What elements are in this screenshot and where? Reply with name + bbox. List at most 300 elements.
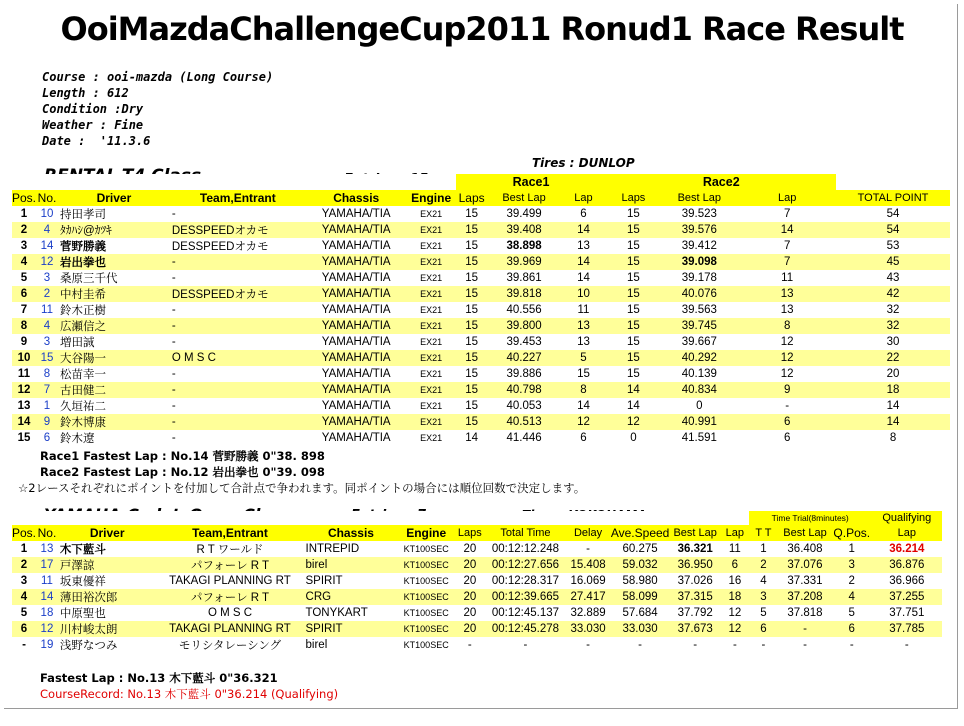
class2-cell-chassis: CRG: [304, 589, 399, 605]
class1-cell-pos: 3: [20, 240, 28, 252]
class1-cell-no: 11: [41, 304, 53, 316]
class2-cell-q-lap: 37.785: [872, 621, 942, 637]
class1-cell-total-point: 20: [886, 368, 900, 380]
class2-cell-pos: 4: [12, 589, 36, 605]
class1-cell-driver: 鈴木遼: [60, 433, 95, 445]
class1-cell-laps1: 15: [465, 368, 478, 380]
race2-fastest-lap: Race2 Fastest Lap : No.12 岩出拳也 0"39. 098: [40, 465, 325, 479]
class2-cell-no: 11: [40, 575, 53, 587]
class1-cell-laps1: 15: [456, 222, 488, 238]
class1-cell-total-point: 54: [886, 208, 900, 220]
class2-cell-no: 14: [36, 589, 58, 605]
class1-cell-lap1: 5: [561, 350, 607, 366]
col2-team: Team,Entrant: [156, 525, 303, 541]
class1-cell-pos: 14: [12, 414, 36, 430]
class1-cell-engine: EX21: [420, 401, 443, 411]
class2-cell-pos: 3: [20, 575, 28, 587]
class2-table-row: [12, 541, 942, 557]
class1-cell-no: 15: [36, 350, 58, 366]
class1-cell-lap1: 8: [561, 382, 607, 398]
class1-cell-total-point: 43: [886, 272, 900, 284]
class2-cell-qpos: 3: [832, 557, 872, 573]
col2-total-time: Total Time: [486, 525, 566, 541]
qualifying-header: Qualifying: [872, 511, 942, 525]
class1-cell-laps2: 14: [606, 382, 660, 398]
class2-cell-engine: KT100SEC: [403, 576, 449, 586]
col2-pos: Pos.: [12, 526, 37, 540]
class2-cell-total-time: 00:12:27.656: [486, 557, 566, 573]
class1-cell-no: 4: [36, 222, 58, 238]
class2-cell-no: 13: [40, 543, 54, 555]
col2-lap: Lap: [721, 525, 749, 541]
class2-cell-team: パフォーレ R T: [156, 589, 303, 605]
class2-cell-chassis: TONYKART: [305, 607, 368, 619]
col-pos: Pos.: [12, 191, 37, 205]
class1-table-row: [12, 366, 950, 382]
class1-cell-no: 12: [36, 254, 58, 270]
class1-cell-lap2: 6: [738, 414, 836, 430]
class2-cell-ave-speed: 58.099: [611, 589, 670, 605]
class1-column-header-row: [12, 190, 950, 206]
class2-group-header-row: [12, 511, 942, 525]
class1-cell-bestlap2: 40.834: [660, 382, 738, 398]
class1-cell-bestlap1: 40.053: [506, 400, 542, 412]
col-laps1: Laps: [456, 190, 488, 206]
class1-cell-laps1: 15: [465, 272, 478, 284]
col-lap2: Lap: [738, 190, 836, 206]
class1-cell-bestlap2: 39.178: [681, 272, 717, 284]
col2-tt-best-lap: Best Lap: [778, 525, 832, 541]
class2-cell-qpos: 1: [848, 543, 855, 555]
class1-cell-bestlap2: 39.412: [681, 240, 717, 252]
class1-cell-team: DESSPEEDオカモ: [170, 222, 306, 238]
class2-cell-ave-speed: 58.980: [622, 575, 658, 587]
class2-cell-tt-best-lap: -: [803, 639, 807, 651]
class1-cell-chassis: YAMAHA/TIA: [306, 318, 407, 334]
col-driver: Driver: [58, 190, 170, 206]
class2-cell-total-time: -: [523, 639, 528, 651]
class1-cell-no: 4: [36, 318, 58, 334]
class1-cell-lap1: 14: [577, 272, 590, 284]
class1-cell-lap2: 12: [780, 368, 794, 380]
col2-chassis: Chassis: [304, 525, 399, 541]
class1-cell-bestlap1: 39.499: [506, 208, 542, 220]
class1-cell-lap2: 13: [738, 286, 836, 302]
class2-cell-best-lap: 36.321: [677, 543, 713, 555]
class1-cell-pos: 8: [12, 318, 36, 334]
class1-cell-laps2: 15: [606, 254, 660, 270]
class2-cell-best-lap: 37.673: [669, 621, 721, 637]
class1-cell-engine: EX21: [420, 337, 443, 347]
class2-cell-laps: 20: [463, 543, 477, 555]
col-total-point: TOTAL POINT: [836, 190, 950, 206]
class1-cell-bestlap2: 40.991: [660, 414, 738, 430]
class1-table-row: [12, 286, 950, 302]
class2-cell-engine: KT100SEC: [403, 608, 449, 618]
class1-cell-laps1: 15: [465, 400, 478, 412]
class1-cell-lap2: 11: [781, 272, 794, 284]
class1-cell-lap2: 13: [780, 304, 794, 316]
class2-cell-engine: KT100SEC: [398, 621, 454, 637]
class1-cell-laps2: 0: [630, 432, 637, 444]
class2-cell-chassis: SPIRIT: [304, 621, 399, 637]
class1-cell-total-point: 14: [886, 400, 900, 412]
class1-cell-driver: 久垣祐二: [60, 401, 106, 413]
class2-cell-tt-best-lap: 37.076: [778, 557, 832, 573]
class2-cell-laps: 20: [463, 607, 477, 619]
class2-cell-no: 19: [40, 639, 54, 651]
class2-cell-driver: 中原聖也: [59, 608, 106, 620]
class2-cell-delay: 33.030: [565, 621, 611, 637]
class1-cell-engine: EX21: [407, 286, 456, 302]
class1-cell-team: -: [171, 272, 176, 284]
class1-cell-total-point: 53: [886, 240, 900, 252]
class2-cell-delay: -: [586, 543, 590, 555]
class1-cell-pos: 4: [12, 254, 36, 270]
class1-cell-team: -: [171, 432, 176, 444]
class2-cell-driver: 川村峻太朗: [58, 621, 157, 637]
class2-cell-no: 12: [36, 621, 58, 637]
col-bestlap1: Best Lap: [488, 190, 561, 206]
class1-cell-laps1: 15: [456, 382, 488, 398]
class2-cell-total-time: 00:12:45.278: [486, 621, 566, 637]
class1-cell-chassis: YAMAHA/TIA: [306, 254, 407, 270]
class1-tires: Tires : DUNLOP: [532, 156, 635, 170]
class1-cell-driver: 桑原三千代: [60, 273, 118, 285]
class1-table-row: [12, 430, 950, 446]
class1-cell-team: -: [170, 318, 306, 334]
class1-cell-laps1: 15: [456, 318, 488, 334]
class2-cell-q-lap: -: [904, 639, 909, 651]
class1-cell-team: -: [171, 336, 176, 348]
class2-cell-tt: 6: [749, 621, 779, 637]
class1-cell-bestlap2: 39.563: [681, 304, 717, 316]
class2-cell-delay: 15.408: [565, 557, 611, 573]
class2-cell-driver: 坂東優祥: [59, 576, 106, 588]
class2-cell-q-lap: 36.876: [872, 557, 942, 573]
class1-cell-no: 8: [43, 368, 51, 380]
class1-cell-lap2: 12: [738, 350, 836, 366]
class1-cell-pos: 13: [17, 400, 31, 412]
class1-cell-lap2: 7: [738, 254, 836, 270]
class1-cell-bestlap2: 39.098: [660, 254, 738, 270]
class1-cell-chassis: YAMAHA/TIA: [321, 336, 391, 348]
info-course: Course : ooi-mazda (Long Course): [42, 70, 274, 84]
class1-cell-driver: ﾀｶﾊｼ@ｶﾂｷ: [58, 222, 170, 238]
class2-cell-driver: 木下藍斗: [59, 544, 106, 556]
class2-cell-lap: 12: [721, 621, 749, 637]
class1-cell-team: -: [170, 414, 306, 430]
class1-cell-bestlap1: 39.818: [488, 286, 561, 302]
class2-cell-no: 18: [40, 607, 54, 619]
class2-cell-no: 17: [36, 557, 58, 573]
class1-cell-bestlap1: 41.446: [506, 432, 542, 444]
col2-tt: T T: [749, 525, 779, 541]
class2-cell-ave-speed: 57.684: [622, 607, 658, 619]
class1-cell-laps2: 15: [626, 336, 640, 348]
class2-cell-chassis: birel: [305, 639, 328, 651]
class2-cell-engine: KT100SEC: [403, 544, 449, 554]
class1-results-table: [12, 174, 950, 446]
class2-cell-team: モリシタレーシング: [178, 640, 282, 652]
class1-cell-chassis: YAMAHA/TIA: [321, 368, 391, 380]
class1-table-row: [12, 238, 950, 254]
class2-cell-q-lap: 37.751: [889, 607, 925, 619]
class1-cell-laps2: 14: [626, 400, 640, 412]
class2-cell-driver: 薄田裕次郎: [58, 589, 157, 605]
class2-cell-laps: 20: [463, 575, 477, 587]
class1-cell-bestlap1: 39.861: [506, 272, 542, 284]
class2-cell-team: TAKAGI PLANNING RT: [169, 575, 291, 587]
class1-cell-lap2: -: [785, 400, 790, 412]
class1-cell-engine: EX21: [420, 241, 443, 251]
class1-cell-driver: 鈴木正樹: [60, 305, 106, 317]
class1-cell-engine: EX21: [420, 305, 443, 315]
race1-header: Race1: [456, 174, 607, 190]
points-note: ☆2レースそれぞれにポイントを付加して合計点で争われます。同ポイントの場合には順位回数で決定します。: [18, 481, 586, 495]
col2-ave-speed: Ave.Speed: [610, 526, 670, 540]
class1-cell-lap2: 12: [780, 336, 794, 348]
class1-cell-bestlap2: 40.076: [660, 286, 738, 302]
class1-cell-pos: 1: [20, 208, 28, 220]
class1-cell-team: -: [171, 368, 176, 380]
class1-cell-team: -: [171, 208, 176, 220]
class1-cell-engine: EX21: [420, 369, 443, 379]
class1-cell-chassis: YAMAHA/TIA: [306, 222, 407, 238]
class1-cell-bestlap1: 40.798: [488, 382, 561, 398]
class2-cell-pos: -: [22, 639, 26, 651]
class1-cell-laps1: 15: [456, 350, 488, 366]
class2-cell-lap: -: [732, 639, 737, 651]
info-length: Length : 612: [42, 86, 129, 100]
class2-cell-team: O M S C: [207, 607, 253, 619]
class1-cell-engine: EX21: [407, 254, 456, 270]
class1-cell-team: O M S C: [170, 350, 306, 366]
class2-cell-q-lap: 36.214: [889, 543, 925, 555]
class2-cell-engine: KT100SEC: [398, 589, 454, 605]
class1-cell-bestlap2: 39.576: [660, 222, 738, 238]
class1-cell-lap1: 6: [580, 432, 587, 444]
class1-cell-laps2: 15: [606, 286, 660, 302]
class2-cell-tt-best-lap: 37.208: [778, 589, 832, 605]
class2-cell-ave-speed: 33.030: [611, 621, 670, 637]
class1-cell-team: -: [170, 254, 306, 270]
class1-cell-no: 1: [43, 400, 51, 412]
race-info: [42, 69, 273, 149]
col2-laps: Laps: [454, 525, 486, 541]
class1-cell-total-point: 54: [836, 222, 950, 238]
class1-cell-no: 9: [36, 414, 58, 430]
class2-fastest-lap: Fastest Lap : No.13 木下藍斗 0"36.321: [40, 671, 278, 685]
class1-cell-lap1: 10: [561, 286, 607, 302]
class1-cell-driver: 古田健二: [58, 382, 170, 398]
class1-cell-lap1: 15: [577, 368, 590, 380]
class1-cell-driver: 岩出拳也: [58, 254, 170, 270]
class2-cell-lap: 6: [721, 557, 749, 573]
class1-cell-lap1: 14: [561, 254, 607, 270]
class1-cell-laps1: 15: [465, 304, 478, 316]
col2-driver: Driver: [58, 525, 157, 541]
class1-cell-chassis: YAMAHA/TIA: [306, 414, 407, 430]
class1-table-row: [12, 206, 950, 222]
class1-cell-laps1: 14: [465, 432, 478, 444]
class1-cell-bestlap2: 39.523: [681, 208, 717, 220]
class2-cell-pos: 2: [12, 557, 36, 573]
class2-cell-qpos: 6: [832, 621, 872, 637]
class2-cell-delay: -: [586, 639, 590, 651]
class1-cell-no: 6: [43, 432, 51, 444]
col-lap1: Lap: [561, 190, 607, 206]
class1-cell-engine: EX21: [420, 209, 443, 219]
class2-cell-ave-speed: 60.275: [622, 543, 658, 555]
class1-cell-laps2: 12: [606, 414, 660, 430]
class1-cell-chassis: YAMAHA/TIA: [321, 272, 391, 284]
class1-cell-laps1: 15: [456, 286, 488, 302]
class2-cell-laps: 20: [454, 557, 486, 573]
class2-cell-best-lap: 37.026: [677, 575, 713, 587]
class1-cell-driver: 菅野勝義: [60, 241, 106, 253]
class1-cell-total-point: 22: [836, 350, 950, 366]
class2-cell-laps: 20: [454, 589, 486, 605]
class2-cell-tt: -: [761, 639, 766, 651]
class1-cell-lap1: 13: [561, 318, 607, 334]
class2-cell-tt: 2: [749, 557, 779, 573]
col-engine: Engine: [407, 190, 456, 206]
info-condition: Condition :Dry: [42, 102, 144, 116]
class1-cell-bestlap2: 39.667: [681, 336, 717, 348]
class1-cell-pos: 15: [17, 432, 31, 444]
class2-table-row: [12, 573, 942, 589]
class2-cell-lap: 12: [728, 607, 742, 619]
class1-cell-team: -: [171, 304, 176, 316]
info-date: Date : '11.3.6: [42, 134, 151, 148]
class1-cell-bestlap2: 40.292: [660, 350, 738, 366]
class1-table-row: [12, 334, 950, 350]
class1-cell-laps2: 15: [626, 304, 640, 316]
class1-cell-driver: 中村圭希: [58, 286, 170, 302]
class1-cell-bestlap1: 39.969: [488, 254, 561, 270]
class1-cell-no: 3: [43, 336, 51, 348]
class2-table-row: [12, 637, 942, 653]
class2-cell-driver: 浅野なつみ: [59, 640, 118, 652]
class2-table-row: [12, 557, 942, 573]
class1-cell-no: 3: [43, 272, 51, 284]
class2-column-header-row: [12, 525, 942, 541]
class1-cell-bestlap1: 40.227: [488, 350, 561, 366]
class1-cell-bestlap1: 39.408: [488, 222, 561, 238]
class1-cell-team: DESSPEEDオカモ: [171, 241, 269, 253]
class1-cell-team: -: [171, 400, 176, 412]
class1-cell-driver: 増田誠: [60, 337, 95, 349]
class2-cell-total-time: 00:12:39.665: [486, 589, 566, 605]
class2-cell-chassis: birel: [304, 557, 399, 573]
class1-table-row: [12, 222, 950, 238]
class1-race-header-row: [12, 174, 950, 190]
class1-table-row: [12, 398, 950, 414]
class2-cell-team: R T ワールド: [196, 544, 264, 556]
class1-cell-bestlap1: 39.453: [506, 336, 542, 348]
class1-cell-lap1: 11: [577, 304, 590, 316]
class1-cell-engine: EX21: [407, 222, 456, 238]
info-weather: Weather : Fine: [42, 118, 144, 132]
class2-cell-qpos: -: [849, 639, 854, 651]
col2-q-lap: Lap: [872, 525, 942, 541]
class2-cell-total-time: 00:12:12.248: [491, 543, 560, 555]
class2-cell-tt: 3: [749, 589, 779, 605]
class1-cell-total-point: 32: [886, 304, 900, 316]
col-no: No.: [37, 191, 57, 205]
class2-cell-delay: 27.417: [565, 589, 611, 605]
class1-cell-chassis: YAMAHA/TIA: [306, 286, 407, 302]
class2-cell-q-lap: 37.255: [872, 589, 942, 605]
class1-cell-bestlap2: 39.745: [660, 318, 738, 334]
class1-cell-lap1: 6: [580, 208, 587, 220]
class1-cell-no: 14: [40, 240, 54, 252]
class2-cell-driver: 戸澤諒: [58, 557, 157, 573]
class1-cell-pos: 11: [17, 368, 31, 380]
class2-cell-laps: 20: [454, 621, 486, 637]
class2-table-row: [12, 605, 942, 621]
class1-cell-bestlap1: 39.800: [488, 318, 561, 334]
col-laps2: Laps: [606, 190, 660, 206]
col2-qpos: Q.Pos.: [833, 526, 871, 540]
class1-cell-laps2: 15: [626, 208, 640, 220]
class1-cell-chassis: YAMAHA/TIA: [321, 240, 391, 252]
class1-cell-engine: EX21: [420, 433, 443, 443]
class1-table-row: [12, 302, 950, 318]
class1-cell-chassis: YAMAHA/TIA: [306, 350, 407, 366]
class2-cell-pos: 5: [20, 607, 28, 619]
class1-cell-chassis: YAMAHA/TIA: [321, 400, 391, 412]
class1-cell-lap1: 14: [561, 222, 607, 238]
col-chassis: Chassis: [306, 190, 407, 206]
class1-cell-chassis: YAMAHA/TIA: [321, 304, 391, 316]
class2-results-table: [12, 511, 942, 653]
class1-cell-pos: 5: [20, 272, 28, 284]
class1-cell-lap2: 9: [738, 382, 836, 398]
class2-table-row: [12, 621, 942, 637]
class1-cell-team: DESSPEEDオカモ: [170, 286, 306, 302]
class2-cell-tt: 4: [760, 575, 767, 587]
class1-cell-engine: EX21: [407, 318, 456, 334]
class2-cell-team: パフォーレ R T: [156, 557, 303, 573]
class2-cell-pos: 1: [20, 543, 28, 555]
class1-cell-engine: EX21: [420, 273, 443, 283]
class2-cell-engine: KT100SEC: [398, 557, 454, 573]
class2-cell-tt: 5: [760, 607, 767, 619]
time-trial-header: Time Trial(8minutes): [749, 511, 872, 525]
class2-cell-qpos: 2: [848, 575, 855, 587]
class1-cell-laps2: 15: [626, 272, 640, 284]
class2-cell-best-lap: -: [693, 639, 698, 651]
class1-cell-lap1: 13: [577, 336, 590, 348]
class2-cell-chassis: SPIRIT: [305, 575, 343, 587]
class2-cell-best-lap: 37.315: [669, 589, 721, 605]
class1-cell-team: -: [170, 382, 306, 398]
class1-cell-total-point: 8: [889, 432, 897, 444]
class1-cell-bestlap1: 38.898: [506, 240, 542, 252]
page-title: OoiMazdaChallengeCup2011 Ronud1 Race Result: [60, 10, 904, 48]
class1-cell-total-point: 18: [836, 382, 950, 398]
class1-cell-laps2: 15: [626, 240, 640, 252]
class1-cell-lap2: 7: [783, 208, 791, 220]
class1-cell-pos: 10: [12, 350, 36, 366]
class2-table-row: [12, 589, 942, 605]
class1-cell-pos: 6: [12, 286, 36, 302]
class2-cell-tt-best-lap: 37.331: [787, 575, 823, 587]
class2-cell-best-lap: 37.792: [677, 607, 713, 619]
class1-cell-laps1: 15: [465, 240, 478, 252]
